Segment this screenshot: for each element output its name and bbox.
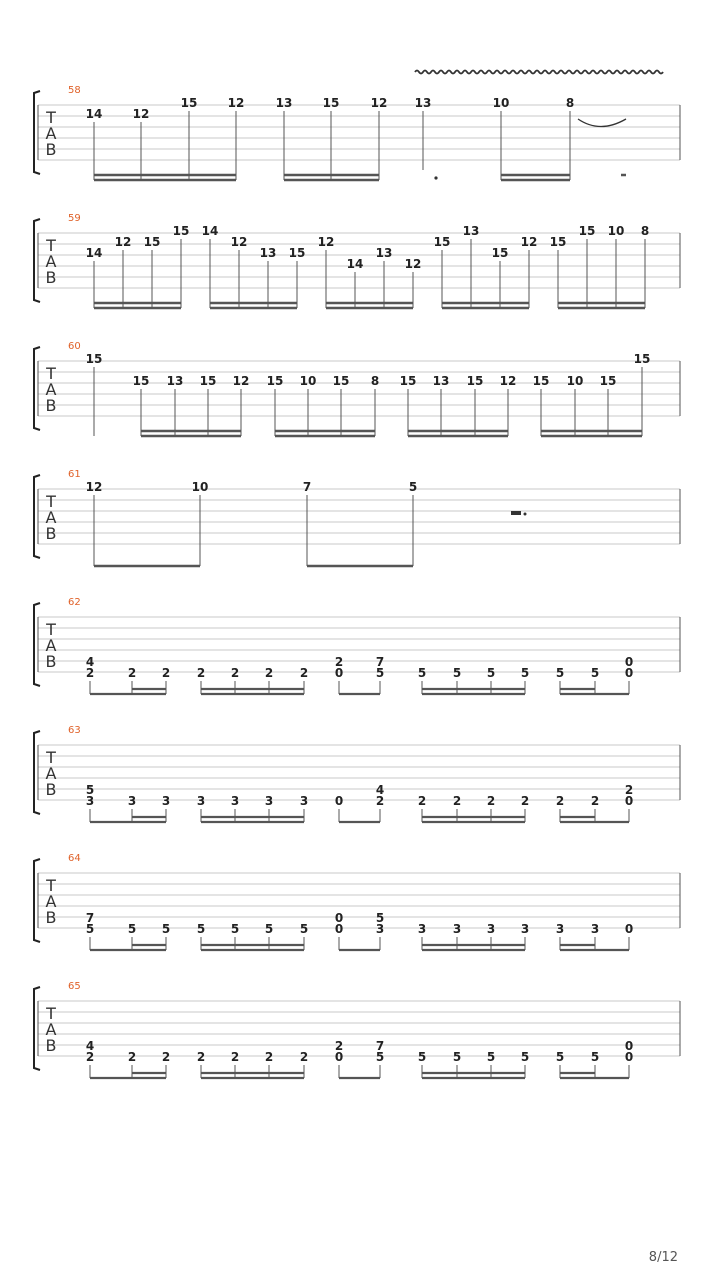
fret-number: 5 <box>230 922 240 936</box>
fret-number: 12 <box>114 235 132 249</box>
fret-number: 5 <box>486 1050 496 1064</box>
fret-number: 3 <box>161 794 171 808</box>
fret-number: 12 <box>370 96 388 110</box>
fret-number: 2 <box>520 794 530 808</box>
fret-number: 5 <box>452 666 462 680</box>
fret-number: 12 <box>227 96 245 110</box>
fret-number: 4 <box>375 783 385 797</box>
fret-number: 12 <box>404 257 422 271</box>
fret-number: 2 <box>127 666 137 680</box>
fret-number: 13 <box>462 224 480 238</box>
tab-system-60 <box>34 341 680 436</box>
fret-number: 10 <box>566 374 584 388</box>
fret-number: 5 <box>161 922 171 936</box>
fret-number: 2 <box>452 794 462 808</box>
fret-number: 2 <box>85 666 95 680</box>
fret-number: 10 <box>492 96 510 110</box>
fret-number: 15 <box>399 374 417 388</box>
fret-number: 5 <box>375 911 385 925</box>
fret-number: 5 <box>299 922 309 936</box>
tab-letter-b: B <box>45 140 57 159</box>
fret-number: 0 <box>334 794 344 808</box>
fret-number: 3 <box>264 794 274 808</box>
fret-number: 10 <box>299 374 317 388</box>
fret-number: 7 <box>302 480 312 494</box>
fret-number: 15 <box>266 374 284 388</box>
fret-number: 15 <box>180 96 198 110</box>
fret-number: 10 <box>607 224 625 238</box>
fret-number: 2 <box>334 1039 344 1053</box>
fret-number: 2 <box>375 794 385 808</box>
fret-number: 13 <box>259 246 277 260</box>
fret-number: 5 <box>127 922 137 936</box>
fret-number: 2 <box>196 666 206 680</box>
fret-number: 5 <box>520 1050 530 1064</box>
tab-system-62 <box>34 597 680 694</box>
fret-number: 0 <box>334 911 344 925</box>
fret-number: 8 <box>640 224 650 238</box>
fret-number: 0 <box>334 666 344 680</box>
tab-letter-a: A <box>45 508 57 527</box>
fret-number: 15 <box>532 374 550 388</box>
tab-letter-t: T <box>46 748 56 767</box>
fret-number: 0 <box>624 922 634 936</box>
fret-number: 2 <box>161 666 171 680</box>
fret-number: 0 <box>624 794 634 808</box>
rest-dot <box>524 513 527 516</box>
tab-system-61 <box>34 469 680 566</box>
fret-number: 2 <box>299 1050 309 1064</box>
fret-number: 13 <box>375 246 393 260</box>
tab-letter-a: A <box>45 380 57 399</box>
measure-number: 64 <box>68 853 81 864</box>
fret-number: 15 <box>322 96 340 110</box>
fret-number: 5 <box>555 1050 565 1064</box>
fret-number: 3 <box>299 794 309 808</box>
tab-letter-b: B <box>45 524 57 543</box>
fret-number: 0 <box>334 1050 344 1064</box>
fret-number: 2 <box>264 1050 274 1064</box>
fret-number: 15 <box>466 374 484 388</box>
tab-system-58 <box>34 71 680 181</box>
tab-system-65 <box>34 981 680 1078</box>
fret-number: 15 <box>633 352 651 366</box>
fret-number: 15 <box>143 235 161 249</box>
fret-number: 2 <box>196 1050 206 1064</box>
measure-number: 58 <box>68 85 81 96</box>
fret-number: 5 <box>590 1050 600 1064</box>
fret-number: 14 <box>85 246 103 260</box>
fret-number: 12 <box>232 374 250 388</box>
fret-number: 2 <box>230 666 240 680</box>
fret-number: 5 <box>408 480 418 494</box>
fret-number: 15 <box>85 352 103 366</box>
tab-system-64 <box>34 853 680 950</box>
fret-number: 10 <box>191 480 209 494</box>
rest-symbol <box>511 511 521 515</box>
fret-number: 12 <box>520 235 538 249</box>
system-bracket <box>34 859 40 942</box>
fret-number: 3 <box>590 922 600 936</box>
fret-number: 5 <box>85 922 95 936</box>
fret-number: 5 <box>520 666 530 680</box>
fret-number: 7 <box>375 1039 385 1053</box>
fret-number: 0 <box>624 1050 634 1064</box>
fret-number: 15 <box>172 224 190 238</box>
fret-number: 5 <box>555 666 565 680</box>
fret-number: 3 <box>520 922 530 936</box>
fret-number: 8 <box>565 96 575 110</box>
fret-number: 13 <box>166 374 184 388</box>
fret-number: 2 <box>334 655 344 669</box>
fret-number: 15 <box>288 246 306 260</box>
tab-letter-t: T <box>46 108 56 127</box>
fret-number: 5 <box>417 1050 427 1064</box>
fret-number: 3 <box>127 794 137 808</box>
system-bracket <box>34 347 40 430</box>
fret-number: 0 <box>334 922 344 936</box>
tab-letter-t: T <box>46 492 56 511</box>
fret-number: 5 <box>264 922 274 936</box>
fret-number: 15 <box>599 374 617 388</box>
fret-number: 5 <box>452 1050 462 1064</box>
measure-number: 60 <box>68 341 81 352</box>
tab-letter-b: B <box>45 652 57 671</box>
fret-number: 0 <box>624 1039 634 1053</box>
fret-number: 3 <box>375 922 385 936</box>
tab-letter-t: T <box>46 876 56 895</box>
system-bracket <box>34 219 40 302</box>
fret-number: 15 <box>332 374 350 388</box>
vibrato-line <box>415 71 663 74</box>
fret-number: 2 <box>486 794 496 808</box>
tab-letter-b: B <box>45 268 57 287</box>
fret-number: 0 <box>624 655 634 669</box>
fret-number: 7 <box>85 911 95 925</box>
fret-number: 12 <box>230 235 248 249</box>
fret-number: 3 <box>452 922 462 936</box>
fret-number: 2 <box>299 666 309 680</box>
fret-number: 4 <box>85 1039 95 1053</box>
fret-number: 5 <box>375 666 385 680</box>
fret-number: 12 <box>132 107 150 121</box>
tab-letter-b: B <box>45 396 57 415</box>
fret-number: 3 <box>486 922 496 936</box>
fret-number: 2 <box>417 794 427 808</box>
fret-number: 12 <box>317 235 335 249</box>
fret-number: 5 <box>196 922 206 936</box>
fret-number: 2 <box>624 783 634 797</box>
measure-number: 59 <box>68 213 81 224</box>
tab-system-63 <box>34 725 680 822</box>
fret-number: 8 <box>370 374 380 388</box>
fret-number: 14 <box>346 257 364 271</box>
fret-number: 7 <box>375 655 385 669</box>
tab-letter-a: A <box>45 764 57 783</box>
system-bracket <box>34 603 40 686</box>
fret-number: 3 <box>196 794 206 808</box>
fret-number: 15 <box>491 246 509 260</box>
fret-number: 14 <box>85 107 103 121</box>
fret-number: 4 <box>85 655 95 669</box>
fret-number: 3 <box>85 794 95 808</box>
system-bracket <box>34 91 40 174</box>
tab-letter-t: T <box>46 364 56 383</box>
tab-letter-t: T <box>46 236 56 255</box>
system-bracket <box>34 475 40 558</box>
fret-number: 2 <box>555 794 565 808</box>
fret-number: 15 <box>132 374 150 388</box>
fret-number: 2 <box>127 1050 137 1064</box>
measure-number: 63 <box>68 725 81 736</box>
fret-number: 15 <box>199 374 217 388</box>
fret-number: 5 <box>375 1050 385 1064</box>
tab-letter-a: A <box>45 892 57 911</box>
fret-number: 12 <box>85 480 103 494</box>
fret-number: 15 <box>433 235 451 249</box>
fret-number: 2 <box>264 666 274 680</box>
measure-number: 61 <box>68 469 81 480</box>
fret-number: 5 <box>486 666 496 680</box>
fret-number: 2 <box>161 1050 171 1064</box>
tab-letter-a: A <box>45 636 57 655</box>
tie <box>578 119 626 127</box>
tab-letter-b: B <box>45 780 57 799</box>
fret-number: 5 <box>85 783 95 797</box>
fret-number: 15 <box>549 235 567 249</box>
fret-number: 2 <box>590 794 600 808</box>
fret-number: 5 <box>417 666 427 680</box>
fret-number: 2 <box>230 1050 240 1064</box>
system-bracket <box>34 987 40 1070</box>
tab-letter-t: T <box>46 620 56 639</box>
fret-number: 12 <box>499 374 517 388</box>
page-number: 8/12 <box>648 1250 678 1265</box>
fret-number: 13 <box>414 96 432 110</box>
fret-number: 5 <box>590 666 600 680</box>
measure-number: 62 <box>68 597 81 608</box>
fret-number: 2 <box>85 1050 95 1064</box>
tab-letter-a: A <box>45 124 57 143</box>
fret-number: 13 <box>275 96 293 110</box>
tab-letter-b: B <box>45 1036 57 1055</box>
fret-number: 14 <box>201 224 219 238</box>
tab-letter-b: B <box>45 908 57 927</box>
tab-letter-t: T <box>46 1004 56 1023</box>
fret-number: 15 <box>578 224 596 238</box>
fret-number: 0 <box>624 666 634 680</box>
dot <box>434 176 437 179</box>
tab-system-59 <box>34 213 680 308</box>
system-bracket <box>34 731 40 814</box>
fret-number: 3 <box>555 922 565 936</box>
fret-number: 3 <box>230 794 240 808</box>
tab-letter-a: A <box>45 1020 57 1039</box>
measure-number: 65 <box>68 981 81 992</box>
fret-number: 13 <box>432 374 450 388</box>
tab-letter-a: A <box>45 252 57 271</box>
fret-number: 3 <box>417 922 427 936</box>
